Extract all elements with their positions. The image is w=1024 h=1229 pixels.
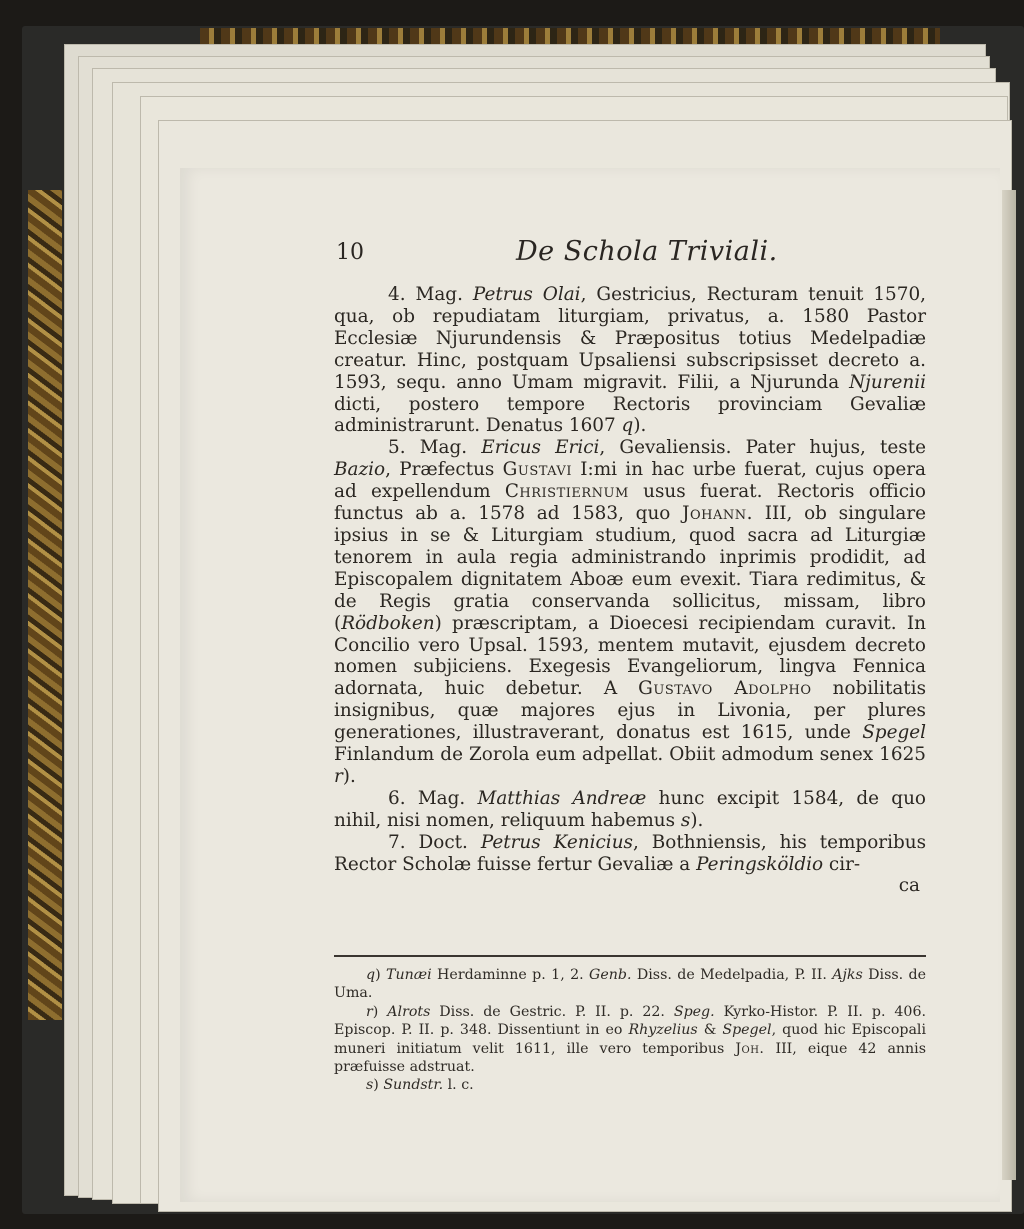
text-run: Rhyzelius	[628, 1022, 698, 1039]
text-run: Sundstr.	[383, 1077, 444, 1094]
text-run: cir-	[823, 853, 861, 875]
text-run: 5. Mag.	[388, 437, 482, 459]
text-run: 6. Mag.	[388, 787, 478, 809]
text-run: Rödboken	[341, 612, 435, 634]
text-run: usus fuerat. Rectoris officio functus ab a. 1578 ad 1583, quo	[334, 481, 927, 525]
paragraph-6	[334, 788, 926, 832]
text-run: Peringsköldio	[696, 853, 824, 875]
text-run: Joh.	[735, 1040, 765, 1057]
text-run: Gustavo Adolpho	[638, 678, 812, 700]
text-run: , Gestricius, Recturam tenuit 1570, qua, ob repudiatam liturgiam, privatus, a. 1580 Pastor Ecclesiæ Njurundensis & Præpositus totius Medelpadiæ creatur. Hinc, postquam Upsaliensi subscripsisset decreto a. 1593, sequ. anno Umam migravit. Filii, a Njurunda	[334, 284, 926, 393]
paragraph-7	[334, 832, 926, 876]
page-fore-edge	[1002, 190, 1016, 1180]
text-run: nobilitatis insignibus, quæ majores ejus in Livonia, per plures generationes, illustraverant, donatus est 1615, unde	[334, 678, 927, 744]
paragraph-5	[334, 437, 926, 788]
text-run: s	[366, 1077, 374, 1094]
text-run: Finlandum de Zorola eum adpellat. Obiit admodum senex 1625	[334, 744, 926, 766]
text-run: Petrus Kenicius	[480, 831, 633, 853]
text-run: Herdaminne p. 1, 2.	[431, 967, 590, 983]
text-run: dicti, postero tempore Rectoris provinciam Gevaliæ administrarunt. Denatus 1607	[334, 393, 926, 437]
text-run: r	[334, 765, 343, 787]
text-run: Ajks	[832, 967, 863, 983]
text-run: III, ob singulare ipsius in se & Liturgiam studium, quod sacra ad Liturgiæ tenorem in aula regia administrando inprimis prodidit, ad Episcopalem dignitatem Aboæ eum evexit. Tiara redimitus, & de Regis gratia conservanda sollicitus, missam, libro (	[334, 503, 926, 634]
text-run: hunc excipit 1584, de quo nihil, nisi nomen, reliquum habemus	[334, 787, 926, 831]
text-run: q	[621, 415, 634, 437]
text-run: )	[373, 1077, 384, 1094]
text-run: Alrots	[387, 1003, 431, 1020]
text-run: r	[366, 1003, 373, 1020]
footnotes	[334, 966, 926, 1095]
text-run: , Bothniensis, his temporibus Rector Scholæ fuisse fertur Gevaliæ a	[334, 831, 927, 875]
text-run: Gustavi	[502, 459, 572, 481]
text-run: Christiernum	[504, 481, 629, 503]
text-run: l. c.	[443, 1077, 474, 1094]
text-run: )	[372, 1003, 388, 1020]
text-run: Tunæi	[386, 967, 432, 983]
text-run: &	[697, 1022, 723, 1039]
text-run: Ericus Erici	[481, 437, 600, 459]
text-run: Matthias Andreæ	[477, 787, 647, 809]
text-run: Petrus Olai	[472, 284, 581, 305]
text-run: Njurenii	[849, 371, 926, 393]
text-run: Speg.	[673, 1003, 715, 1020]
footnote-q	[334, 966, 926, 1003]
text-run: ) præscriptam, a Dioecesi recipiendam curavit. In Concilio vero Upsal. 1593, mentem mutavit, ejusdem decreto nomen subjiciens. Exegesis Evangeliorum, lingva Fennica adornata, huic debetur. A	[334, 612, 926, 700]
text-run: 4. Mag.	[388, 284, 473, 305]
text-run: , Præfectus	[385, 459, 503, 481]
text-run: I:mi in hac urbe fuerat, cujus opera ad expellendum	[334, 459, 927, 503]
marbled-endpaper-side	[28, 190, 62, 1020]
text-run: Diss. de Gestric. P. II. p. 22.	[430, 1003, 674, 1020]
footnote-rule	[334, 955, 926, 957]
text-run: Spegel	[722, 1022, 772, 1039]
text-run: Spegel	[862, 722, 926, 744]
text-run: s	[680, 809, 691, 831]
text-run: q	[366, 967, 376, 983]
marbled-endpaper-top	[200, 28, 940, 44]
footnote-s	[334, 1076, 926, 1094]
text-run: Genb.	[589, 967, 632, 983]
text-run: )	[375, 967, 387, 983]
footnote-r	[334, 1003, 926, 1077]
page-header	[336, 236, 926, 276]
text-run: ).	[633, 415, 647, 437]
text-run: Bazio	[334, 459, 386, 481]
text-run: Johann.	[682, 503, 753, 525]
page-number: 10	[336, 240, 364, 265]
text-run: ).	[342, 765, 356, 787]
text-run: , quod hic Episcopali muneri initiatum velit 1611, ille vero temporibus	[334, 1022, 926, 1057]
catchword: ca	[898, 875, 920, 897]
text-run: Kyrko-Histor. P. II. p. 406. Episcop. P. II. p. 348. Dissentiunt in eo	[334, 1003, 926, 1039]
paragraph-4	[334, 284, 926, 437]
text-run: Diss. de Medelpadia, P. II.	[631, 967, 833, 983]
catchword-line	[334, 875, 926, 897]
body-text	[334, 284, 926, 897]
text-run: ).	[690, 809, 704, 831]
text-run: Diss. de Uma.	[334, 967, 927, 1002]
running-title: De Schola Triviali.	[516, 236, 778, 267]
text-run: 7. Doct.	[388, 831, 481, 853]
text-run: , Gevaliensis. Pater hujus, teste	[599, 437, 926, 459]
text-run: III, eique 42 annis præfuisse adstruat.	[334, 1040, 927, 1076]
